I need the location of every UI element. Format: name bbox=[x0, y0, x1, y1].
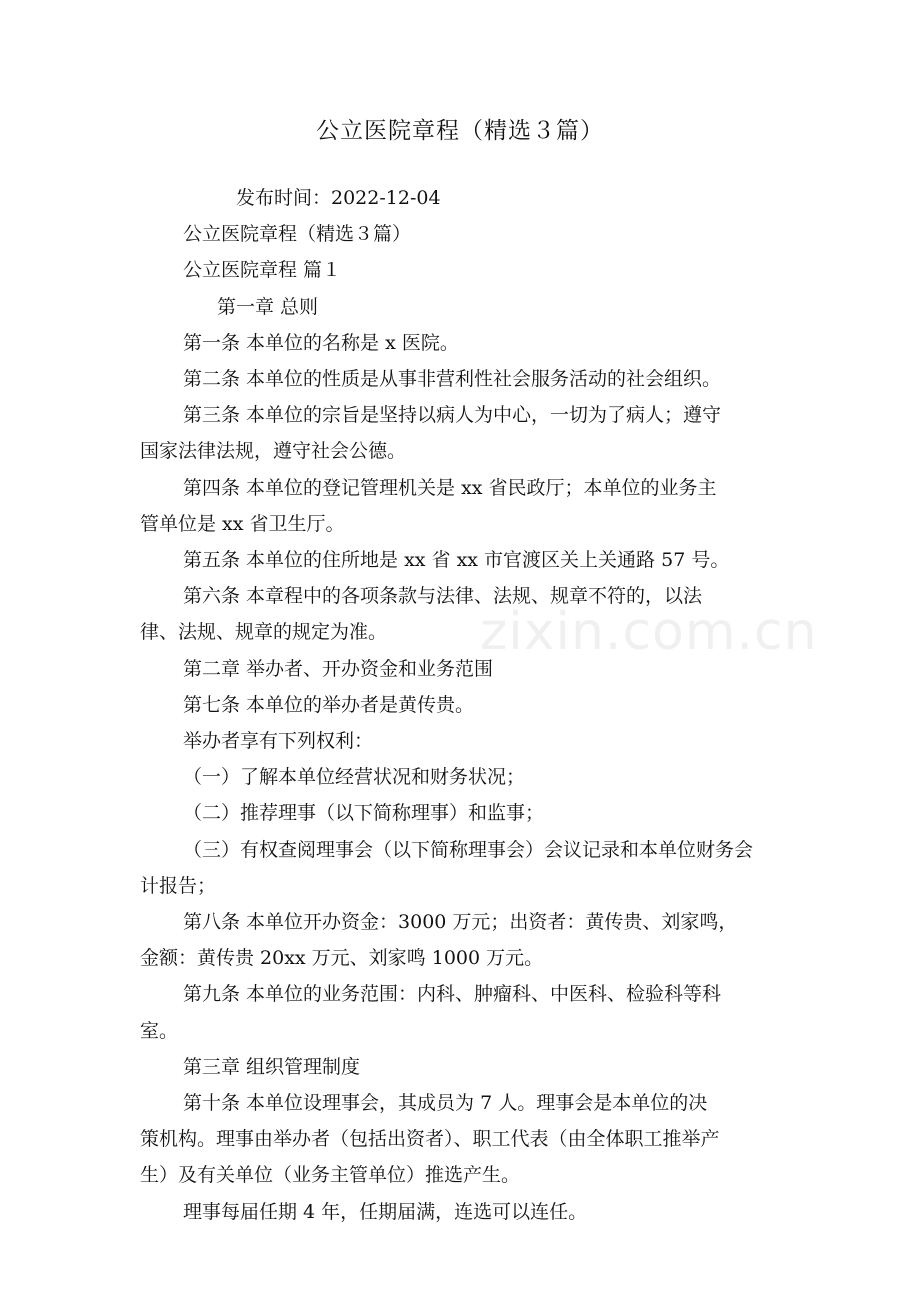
article-continuation: 室。 bbox=[140, 1019, 179, 1042]
section-heading: 公立医院章程 篇１ bbox=[183, 259, 342, 282]
article-continuation: 金额：黄传贵 20xx 万元、刘家鸣 1000 万元。 bbox=[140, 947, 544, 970]
publish-date: 发布时间：2022-12-04 bbox=[236, 187, 441, 209]
article-line: 第六条 本章程中的各项条款与法律、法规、规章不符的，以法 bbox=[183, 585, 703, 608]
article-line: 第七条 本单位的举办者是黄传贵。 bbox=[183, 693, 475, 716]
document-title: 公立医院章程（精选３篇） bbox=[316, 118, 604, 144]
article-line: 第九条 本单位的业务范围：内科、肿瘤科、中医科、检验科等科 bbox=[183, 983, 722, 1006]
article-line: 第三条 本单位的宗旨是坚持以病人为中心，一切为了病人；遵守 bbox=[183, 404, 722, 427]
article-line: 举办者享有下列权利： bbox=[183, 730, 374, 753]
subtitle-line: 公立医院章程（精选３篇） bbox=[183, 223, 412, 246]
document-body bbox=[140, 180, 800, 1230]
article-line: 第五条 本单位的住所地是 xx 省 xx 市官渡区关上关通路 57 号。 bbox=[183, 549, 730, 572]
list-item: （三）有权查阅理事会（以下简称理事会）会议记录和本单位财务会 bbox=[183, 838, 754, 861]
article-line: 理事每届任期 4 年，任期届满，连选可以连任。 bbox=[183, 1200, 588, 1223]
article-line: 第四条 本单位的登记管理机关是 xx 省民政厅；本单位的业务主 bbox=[183, 476, 717, 499]
watermark: zixin.com.cn bbox=[480, 602, 818, 662]
chapter-heading: 第三章 组织管理制度 bbox=[183, 1055, 361, 1078]
article-continuation: 管单位是 xx 省卫生厅。 bbox=[140, 512, 345, 535]
article-line: 第十条 本单位设理事会，其成员为 7 人。理事会是本单位的决 bbox=[183, 1092, 708, 1115]
article-continuation: 策机构。理事由举办者（包括出资者）、职工代表（由全体职工推举产 bbox=[140, 1128, 720, 1151]
article-continuation: 国家法律法规，遵守社会公德。 bbox=[140, 440, 407, 463]
article-line: 第八条 本单位开办资金：3000 万元；出资者：黄传贵、刘家鸣， bbox=[183, 911, 738, 934]
list-item: （一）了解本单位经营状况和财务状况； bbox=[183, 766, 526, 789]
article-continuation: 生）及有关单位（业务主管单位）推选产生。 bbox=[140, 1164, 521, 1187]
article-line: 第一条 本单位的名称是 x 医院。 bbox=[183, 331, 459, 354]
list-item-continuation: 计报告； bbox=[140, 874, 217, 897]
chapter-heading: 第二章 举办者、开办资金和业务范围 bbox=[183, 657, 494, 680]
article-continuation: 律、法规、规章的规定为准。 bbox=[140, 621, 388, 644]
article-line: 第二条 本单位的性质是从事非营利性社会服务活动的社会组织。 bbox=[183, 368, 722, 391]
chapter-heading: 第一章 总则 bbox=[217, 295, 319, 318]
list-item: （二）推荐理事（以下简称理事）和监事； bbox=[183, 802, 545, 825]
